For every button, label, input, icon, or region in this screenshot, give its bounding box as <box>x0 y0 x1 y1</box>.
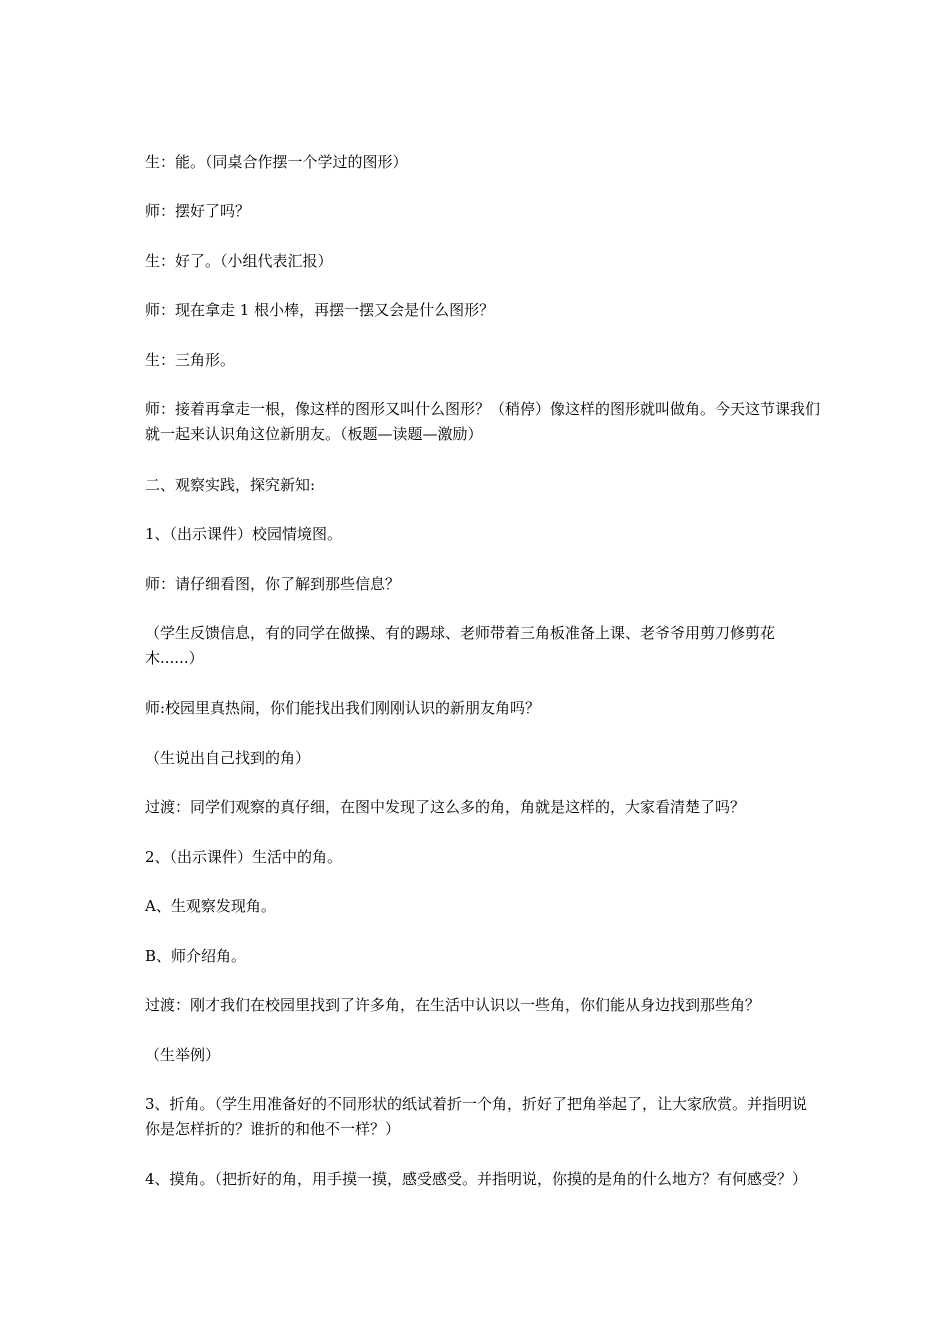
paragraph-3: 生：好了。（小组代表汇报） <box>145 252 333 270</box>
paragraph-13: 过渡：同学们观察的真仔细，在图中发现了这么多的角，角就是这样的，大家看清楚了吗？ <box>145 798 746 816</box>
paragraph-6: 师：接着再拿走一根，像这样的图形又叫什么图形？（稍停）像这样的图形就叫做角。今天这节课我们就一起来认识角这位新朋友。（板题—读题—激励） <box>145 400 821 443</box>
paragraph-10: （学生反馈信息，有的同学在做操、有的踢球、老师带着三角板准备上课、老爷爷用剪刀修剪花木......） <box>145 624 776 667</box>
paragraph-11: 师:校园里真热闹，你们能找出我们刚刚认识的新朋友角吗？ <box>145 699 541 717</box>
paragraph-19: 3、折角。（学生用准备好的不同形状的纸试着折一个角，折好了把角举起了，让大家欣赏。并指明说你是怎样折的？谁折的和他不一样？） <box>145 1095 808 1138</box>
paragraph-14: 2、（出示课件）生活中的角。 <box>145 848 343 866</box>
section-heading: 二、观察实践，探究新知: <box>145 476 316 494</box>
paragraph-5: 生：三角形。 <box>145 351 236 369</box>
paragraph-2: 师：摆好了吗？ <box>145 202 251 220</box>
paragraph-17: 过渡：刚才我们在校园里找到了许多角，在生活中认识以一些角，你们能从身边找到那些角？ <box>145 996 761 1014</box>
paragraph-9: 师：请仔细看图，你了解到那些信息？ <box>145 575 401 593</box>
paragraph-12: （生说出自己找到的角） <box>145 749 311 767</box>
paragraph-4: 师：现在拿走 1 根小棒，再摆一摆又会是什么图形？ <box>145 301 495 319</box>
paragraph-1: 生：能。（同桌合作摆一个学过的图形） <box>145 153 408 171</box>
paragraph-16: B、师介绍角。 <box>145 947 247 965</box>
paragraph-20: 4、摸角。（把折好的角，用手摸一摸，感受感受。并指明说，你摸的是角的什么地方？有何感受？） <box>145 1170 808 1188</box>
paragraph-8: 1、（出示课件）校园情境图。 <box>145 525 343 543</box>
paragraph-15: A、生观察发现角。 <box>145 897 276 915</box>
paragraph-18: （生举例） <box>145 1046 221 1064</box>
